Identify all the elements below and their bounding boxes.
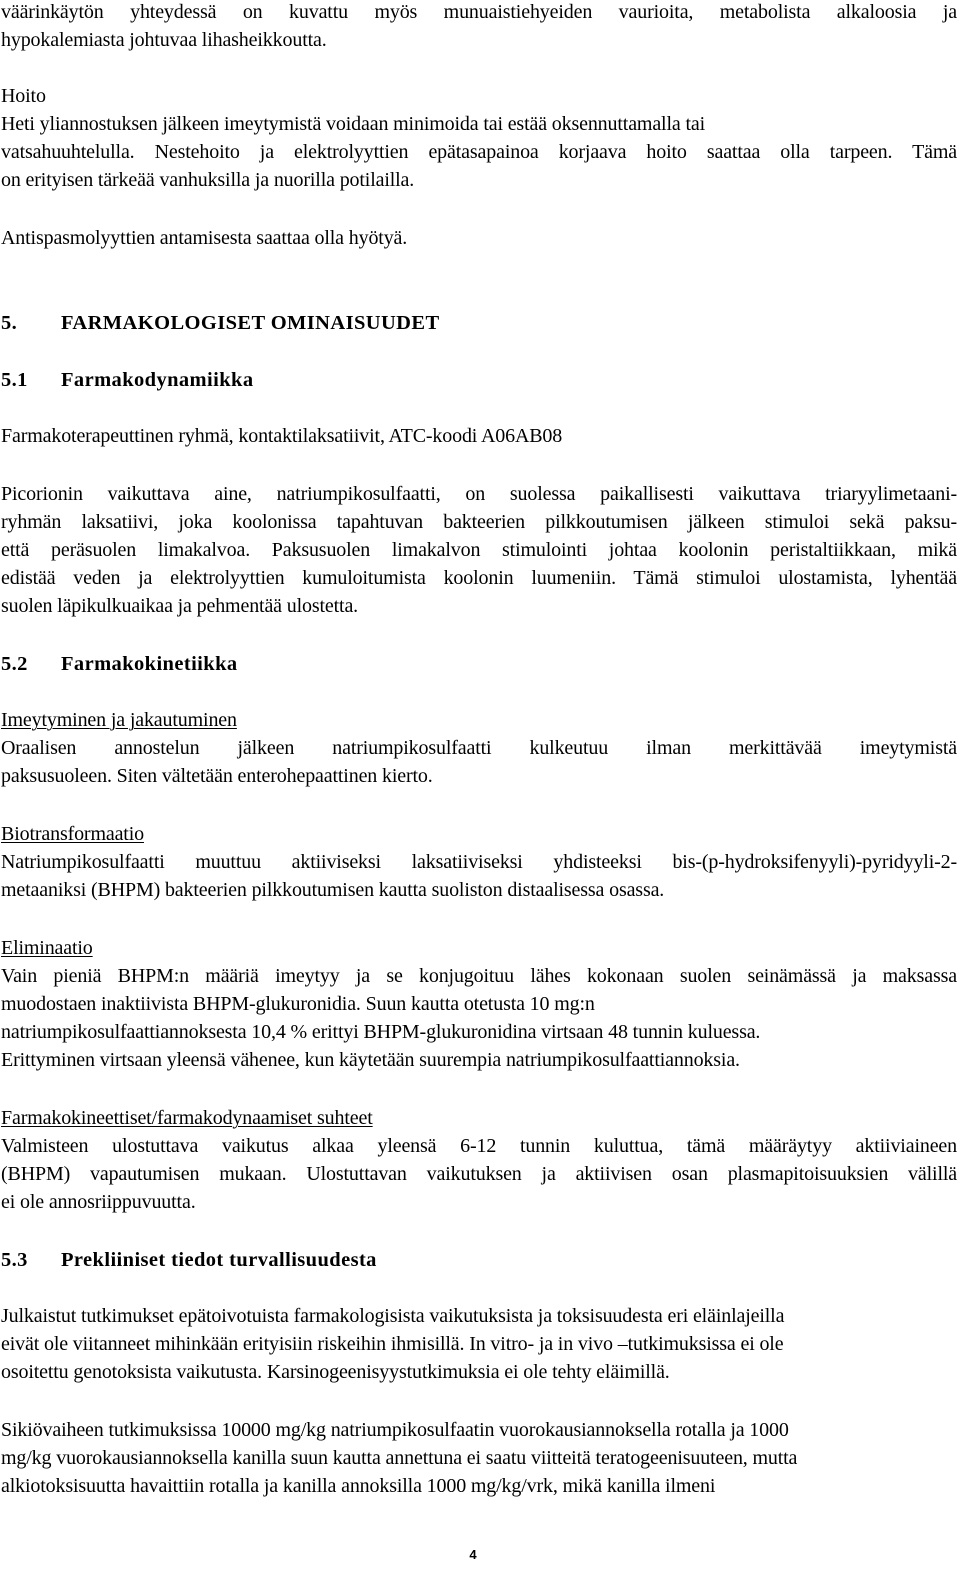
pkpd-heading-row bbox=[1, 1106, 957, 1130]
section-number: 5. bbox=[1, 312, 18, 334]
preclinical-line: Julkaistut tutkimukset epätoivotuista farmakologisista vaikutuksista ja toksisuudesta eri eläinlajeilla bbox=[1, 1305, 785, 1327]
intro-line: hypokalemiasta johtuvaa lihasheikkoutta. bbox=[1, 29, 327, 51]
elimination-line: natriumpikosulfaattiannoksesta 10,4 % erittyi BHPM-glukuronidina virtsaan 48 tunnin kuluessa. bbox=[1, 1021, 761, 1043]
pharmacodynamics-line: edistää veden ja elektrolyyttien kumuloitumista koolonin luumeniin. Tämä stimuloi ulostamista, lyhentää bbox=[1, 567, 957, 589]
absorption-line: Oraalisen annostelun jälkeen natriumpikosulfaatti kulkeutuu ilman merkittävää imeytymistä bbox=[1, 737, 957, 759]
section-5-1-heading bbox=[1, 368, 957, 392]
hoito-line: on erityisen tärkeää vanhuksilla ja nuorilla potilailla. bbox=[1, 169, 415, 191]
biotransformation-line: Natriumpikosulfaatti muuttuu aktiiviseksi laksatiiviseksi yhdisteeksi bis-(p-hydroksifenyyli)-pyridyyli-2- bbox=[1, 851, 957, 873]
intro-line: väärinkäytön yhteydessä on kuvattu myös munuaistiehyeiden vaurioita, metabolista alkaloosia ja bbox=[1, 1, 957, 23]
pharmacodynamics-line: ryhmän laksatiivi, joka koolonissa tapahtuvan bakteerien pilkkoutumisen jälkeen stimuloi sekä paksu- bbox=[1, 511, 957, 533]
preclinical-line: mg/kg vuorokausiannoksella kanilla suun kautta annettuna ei saatu viitteitä teratogeenisuuteen, mutta bbox=[1, 1447, 798, 1469]
pharmacodynamics-line: suolen läpikulkuaikaa ja pehmentää ulostetta. bbox=[1, 595, 359, 617]
pkpd-line: ei ole annosriippuvuutta. bbox=[1, 1191, 196, 1213]
elimination-heading-row bbox=[1, 936, 957, 960]
section-title: Farmakodynamiikka bbox=[61, 369, 254, 391]
pkpd-line: (BHPM) vapautumisen mukaan. Ulostuttavan vaikutuksen ja aktiivisen osan plasmapitoisuuksien välillä bbox=[1, 1163, 957, 1185]
elimination-line: Vain pieniä BHPM:n määriä imeytyy ja se konjugoituu lähes kokonaan suolen seinämässä ja maksassa bbox=[1, 965, 957, 987]
section-title: FARMAKOLOGISET OMINAISUUDET bbox=[61, 312, 440, 334]
biotransformation-line: metaaniksi (BHPM) bakteerien pilkkoutumisen kautta suoliston distaalisessa osassa. bbox=[1, 879, 665, 901]
atc-line: Farmakoterapeuttinen ryhmä, kontaktilaksatiivit, ATC-koodi A06AB08 bbox=[1, 425, 563, 447]
preclinical-line: Sikiövaiheen tutkimuksissa 10000 mg/kg natriumpikosulfaatin vuorokausiannoksella rotalla ja 1000 bbox=[1, 1419, 789, 1441]
section-number: 5.3 bbox=[1, 1249, 28, 1271]
biotransformation-heading-row bbox=[1, 822, 957, 846]
section-5-3-heading bbox=[1, 1248, 957, 1272]
absorption-heading: Imeytyminen ja jakautuminen bbox=[1, 709, 237, 731]
pharmacodynamics-line: että peräsuolen limakalvoa. Paksusuolen limakalvon stimulointi johtaa koolonin peristaltiikkaan, mikä bbox=[1, 539, 957, 561]
biotransformation-heading: Biotransformaatio bbox=[1, 823, 144, 845]
hoito-line: vatsahuuhtelulla. Nestehoito ja elektrolyyttien epätasapainoa korjaava hoito saattaa olla tarpeen. Tämä bbox=[1, 141, 957, 163]
pkpd-heading: Farmakokineettiset/farmakodynaamiset suhteet bbox=[1, 1107, 373, 1129]
section-title: Prekliiniset tiedot turvallisuudesta bbox=[61, 1249, 377, 1271]
section-5-2-heading bbox=[1, 652, 957, 676]
hoito-line: Heti yliannostuksen jälkeen imeytymistä voidaan minimoida tai estää oksennuttamalla tai bbox=[1, 113, 705, 135]
absorption-heading-row bbox=[1, 708, 957, 732]
elimination-line: muodostaen inaktiivista BHPM-glukuronidia. Suun kautta otetusta 10 mg:n bbox=[1, 993, 595, 1015]
pkpd-line: Valmisteen ulostuttava vaikutus alkaa yleensä 6-12 tunnin kuluttua, tämä määräytyy aktiiviaineen bbox=[1, 1135, 957, 1157]
section-title: Farmakokinetiikka bbox=[61, 653, 238, 675]
page-number: 4 bbox=[469, 1547, 477, 1562]
hoito-heading: Hoito bbox=[1, 85, 46, 107]
section-number: 5.2 bbox=[1, 653, 28, 675]
section-5-heading bbox=[1, 311, 957, 335]
absorption-line: paksusuoleen. Siten vältetään enterohepaattinen kierto. bbox=[1, 765, 433, 787]
preclinical-line: alkiotoksisuutta havaittiin rotalla ja kanilla annoksilla 1000 mg/kg/vrk, mikä kanilla ilmeni bbox=[1, 1475, 716, 1497]
hoito-antispasmodic-line: Antispasmolyyttien antamisesta saattaa olla hyötyä. bbox=[1, 227, 408, 249]
elimination-heading: Eliminaatio bbox=[1, 937, 93, 959]
elimination-line: Erittyminen virtsaan yleensä vähenee, kun käytetään suurempia natriumpikosulfaattiannoksia. bbox=[1, 1049, 740, 1071]
preclinical-line: eivät ole viitanneet mihinkään erityisiin riskeihin ihmisillä. In vitro- ja in vivo –tutkimuksissa ei ole bbox=[1, 1333, 784, 1355]
section-number: 5.1 bbox=[1, 369, 28, 391]
pharmacodynamics-line: Picorionin vaikuttava aine, natriumpikosulfaatti, on suolessa paikallisesti vaikuttava triaryylimetaani- bbox=[1, 483, 957, 505]
preclinical-line: osoitettu genotoksista vaikutusta. Karsinogeenisyystutkimuksia ei ole tehty eläimillä. bbox=[1, 1361, 670, 1383]
